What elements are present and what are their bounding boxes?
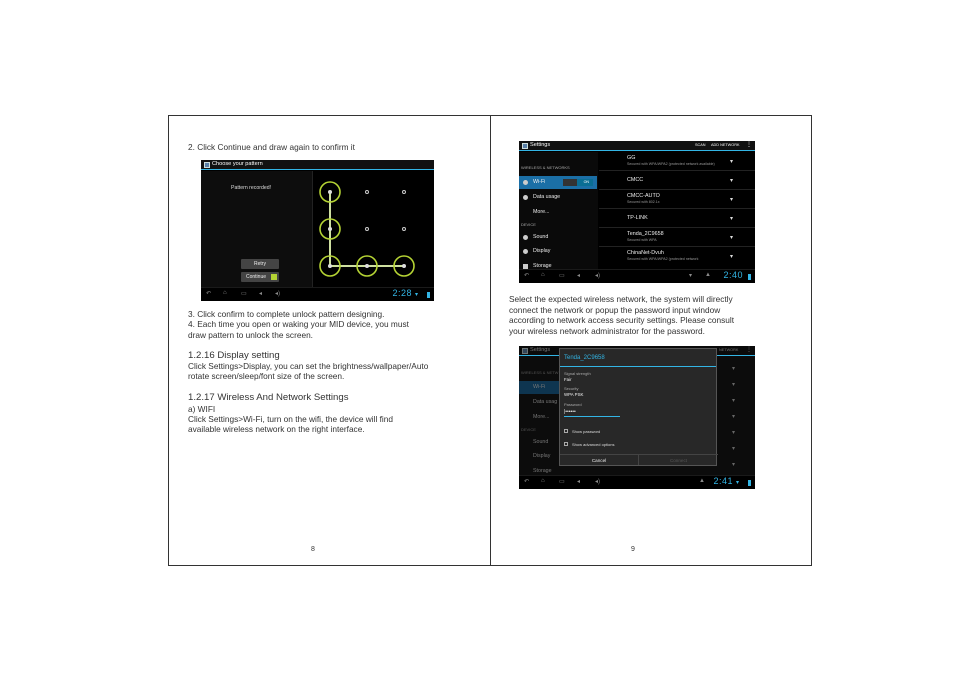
dialog-divider [560,366,716,367]
dimmed-wifi-icons: ▾ ▾ ▾ ▾ ▾ ▾ ▾ [731,366,735,468]
signal-strength-label: Signal strength [564,371,591,376]
wifi-text-cont: available wireless network on the right interface. [188,424,365,434]
page-number: 9 [631,546,635,553]
continue-button[interactable] [241,272,279,282]
data-usage-icon [523,195,528,200]
sidebar-sound-label: Sound [533,234,549,240]
network-row[interactable] [599,209,755,228]
nav-bar [519,475,755,489]
connect-button[interactable]: Connect [639,454,718,465]
nav-bar [519,269,755,283]
wifi-lock-icon: ▾ [729,235,733,241]
wireless-section-header: WIRELESS & NETW [521,370,559,375]
display-text: Click Settings>Display, you can set the brightness/wallpaper/Auto [188,361,429,371]
wifi-status-icon: ▾ [414,292,418,298]
paragraph-line-2: connect the network or popup the password input window [509,305,721,315]
network-row[interactable] [599,190,755,209]
settings-app-icon [522,348,528,354]
settings-sidebar [519,152,598,269]
sidebar-item-data-usage[interactable] [519,191,597,204]
cancel-button[interactable]: Cancel [560,454,639,465]
step-3-text: 3. Click confirm to complete unlock pattern designing. [188,309,385,319]
warning-icon: ▲ [699,478,705,484]
sidebar-wifi-label: Wi-Fi [533,384,546,390]
pattern-dot [403,191,406,194]
network-security: Secured with WPA/WPA2 (protected network [627,257,699,261]
home-icon[interactable]: ⌂ [541,478,545,484]
wifi-icon: ▾ [729,178,733,184]
show-password-label: Show password [572,429,601,434]
battery-icon [748,480,751,486]
device-section-header: DEVICE [521,427,536,432]
wifi-icon: ▾ [729,216,733,222]
signal-strength-value: Fair [564,377,572,382]
network-row[interactable] [599,247,755,266]
screen-title: Settings [530,142,551,148]
device-section-header: DEVICE [521,222,536,227]
home-icon[interactable]: ⌂ [541,272,545,278]
battery-icon [427,292,430,298]
recent-apps-icon[interactable]: ▭ [559,479,565,485]
pattern-status: Pattern recorded! [231,185,272,191]
show-password-checkbox[interactable] [564,429,568,433]
wifi-status-icon: ▾ [689,273,693,279]
security-value: WPA PSK [564,392,584,397]
pattern-left-panel [201,171,313,287]
pattern-grid[interactable] [313,171,434,287]
pattern-dot [366,191,369,194]
wifi-settings-screenshot [519,141,755,283]
page-number: 8 [311,546,315,553]
sidebar-item-wifi[interactable] [519,176,597,189]
step-4-text: 4. Each time you open or waking your MID device, you must [188,319,409,329]
network-row[interactable] [599,228,755,247]
wifi-connect-dialog [559,348,717,466]
network-security: Secured with WPA/WPA2 (protected network available) [627,162,715,166]
pattern-path [330,192,404,266]
wifi-lock-icon: ▾ [729,197,733,203]
sidebar-more-label: More... [533,209,550,215]
step-4-text-cont: draw pattern to unlock the screen. [188,330,313,340]
check-icon [271,274,277,280]
volume-up-icon[interactable]: ◂) [595,273,601,279]
scan-button[interactable]: SCAN [695,143,706,147]
back-icon[interactable]: ↶ [524,479,530,485]
show-advanced-checkbox[interactable] [564,442,568,446]
volume-down-icon[interactable]: ◂ [259,291,263,297]
wireless-heading: 1.2.17 Wireless And Network Settings [188,392,349,403]
pattern-dot [403,228,406,231]
settings-app-icon [204,162,210,168]
action-bar [519,141,755,151]
wifi-toggle[interactable] [563,179,593,186]
paragraph-line-4: your wireless network administrator for the password. [509,326,705,336]
display-icon [523,249,528,254]
network-name: TP-LINK [627,215,648,221]
password-field[interactable]: |•••••• [564,409,620,417]
screen-title: Settings [530,347,551,353]
security-label: Security [564,386,579,391]
sidebar-storage-label: Storage [533,263,552,269]
volume-up-icon[interactable]: ◂) [275,291,281,297]
sidebar-sound-label: Sound [533,439,549,445]
overflow-menu-icon[interactable]: ⋮ [746,142,752,148]
dialog-title: Tenda_2C9658 [564,355,605,361]
clock: 2:40 [723,270,743,280]
sidebar-item-more[interactable] [519,206,597,219]
sidebar-wifi-label: Wi-Fi [533,179,546,185]
wireless-section-header: WIRELESS & NETWORKS [521,165,570,170]
sidebar-item-display[interactable] [519,245,597,258]
network-security: Secured with 802.1x [627,200,660,204]
sidebar-display-label: Display [533,453,551,459]
network-list [599,152,755,269]
password-label: Password [564,402,582,407]
clock: 2:28 [392,288,412,298]
right-page [490,115,812,566]
sidebar-data-label: Data usage [533,194,561,200]
back-icon[interactable]: ↶ [524,273,530,279]
clock: 2:41 [713,476,733,486]
recent-apps-icon[interactable]: ▭ [559,273,565,279]
nav-bar [201,287,434,301]
network-row[interactable] [599,171,755,190]
volume-down-icon[interactable]: ◂ [577,479,581,485]
network-name: ChinaNet-Dvuh [627,250,664,256]
sidebar-item-sound[interactable] [519,231,597,244]
left-page [168,115,491,566]
wifi-icon [523,180,528,185]
battery-icon [748,274,751,280]
home-icon[interactable]: ⌂ [223,290,227,296]
warning-icon: ▲ [705,272,711,278]
sidebar-storage-label: Storage [533,468,552,474]
sidebar-display-label: Display [533,248,551,254]
action-bar [201,160,434,170]
network-name: GG [627,155,636,161]
back-icon[interactable]: ↶ [206,291,212,297]
sidebar-data-label: Data usag [533,399,558,405]
network-name: Tenda_2C9658 [627,231,664,237]
retry-button[interactable]: Retry [241,259,279,269]
network-row[interactable] [599,152,755,171]
wifi-text: Click Settings>Wi-Fi, turn on the wifi, the device will find [188,414,393,424]
recent-apps-icon[interactable]: ▭ [241,291,247,297]
display-text-cont: rotate screen/sleep/font size of the screen. [188,371,345,381]
wifi-lock-icon: ▾ [729,159,733,165]
pattern-screenshot [201,160,434,301]
show-advanced-label: Show advanced options [572,442,615,447]
wifi-password-screenshot [519,346,755,489]
wifi-subheading: a) WIFI [188,404,216,414]
settings-app-icon [522,143,528,149]
network-name: CMCC [627,177,644,183]
step-2-text: 2. Click Continue and draw again to confirm it [188,142,355,152]
volume-down-icon[interactable]: ◂ [577,273,581,279]
add-network-button[interactable]: NETWORK [719,348,739,352]
wifi-status-icon: ▾ [735,480,739,486]
display-heading: 1.2.16 Display setting [188,350,280,361]
wifi-toggle-label: ON [583,180,589,184]
network-name: CMCC-AUTO [627,193,660,199]
paragraph-line-1: Select the expected wireless network, the system will directly [509,294,733,304]
add-network-button[interactable]: ADD NETWORK [711,143,740,147]
sound-icon [523,235,528,240]
pattern-dot [366,228,369,231]
network-security: Secured with WPA [627,238,657,242]
paragraph-line-3: according to network access security settings. Please consult [509,315,735,325]
continue-label: Continue [246,274,267,280]
volume-up-icon[interactable]: ◂) [595,479,601,485]
wifi-lock-icon: ▾ [729,254,733,260]
sidebar-more-label: More... [533,414,550,420]
overflow-menu-icon[interactable]: ⋮ [746,347,752,353]
screen-title: Choose your pattern [212,161,263,167]
